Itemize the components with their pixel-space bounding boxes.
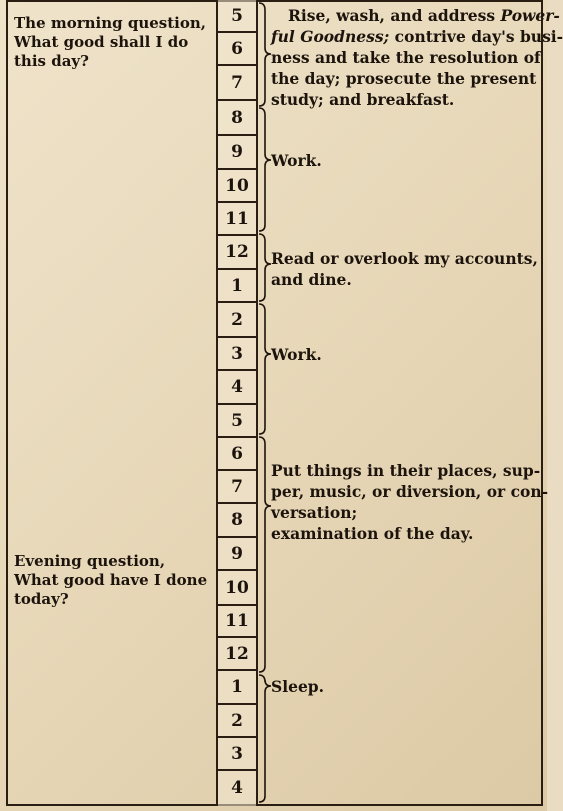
evening-question-line-1: Evening question, bbox=[14, 552, 166, 570]
hour-cell: 11 bbox=[218, 606, 256, 638]
activity-work-1-text: Work. bbox=[271, 151, 322, 170]
hour-cell: 6 bbox=[218, 438, 256, 471]
activity-sleep-text: Sleep. bbox=[271, 677, 325, 696]
activity-evening-line-2: per, music, or diversion, or con- bbox=[271, 482, 549, 501]
hour-cell: 2 bbox=[218, 303, 256, 338]
activity-morning-line-4: the day; prosecute the present bbox=[271, 69, 537, 88]
activity-work-2 bbox=[271, 344, 539, 365]
brace-work-2 bbox=[259, 304, 271, 434]
hour-cell: 7 bbox=[218, 66, 256, 101]
hour-cell: 4 bbox=[218, 371, 256, 405]
activity-morning-line-1-italic: Power- bbox=[500, 6, 560, 25]
hour-cell: 5 bbox=[218, 0, 256, 33]
activity-evening-line-4: examination of the day. bbox=[271, 524, 474, 543]
hour-cell: 9 bbox=[218, 538, 256, 571]
activity-evening-line-1: Put things in their places, sup- bbox=[271, 461, 541, 480]
evening-question-line-3: today? bbox=[14, 590, 69, 608]
hour-cell: 3 bbox=[218, 738, 256, 771]
evening-question-line-2: What good have I done bbox=[14, 571, 208, 589]
hour-cell: 8 bbox=[218, 504, 256, 538]
morning-question-line-2: What good shall I do bbox=[14, 33, 189, 51]
activity-morning-line-2-italic: ful Goodness; bbox=[271, 27, 390, 46]
activity-work-1 bbox=[271, 150, 539, 171]
activity-noon-line-1: Read or overlook my accounts, bbox=[271, 249, 538, 268]
hour-cell: 9 bbox=[218, 136, 256, 170]
activity-morning-line-1-text: Rise, wash, and address bbox=[288, 6, 501, 25]
hour-cell: 5 bbox=[218, 405, 256, 438]
hour-cell: 12 bbox=[218, 638, 256, 671]
hour-cell: 8 bbox=[218, 101, 256, 136]
brace-sleep bbox=[259, 675, 271, 802]
hour-cell: 11 bbox=[218, 203, 256, 236]
hour-cell: 10 bbox=[218, 571, 256, 606]
activity-morning-line-2 bbox=[271, 26, 563, 47]
hour-cell: 7 bbox=[218, 471, 256, 504]
hour-cell: 6 bbox=[218, 33, 256, 66]
brace-morning bbox=[259, 3, 271, 106]
brace-work-1 bbox=[259, 108, 271, 231]
hour-cell: 4 bbox=[231, 777, 243, 798]
activity-morning bbox=[271, 5, 563, 110]
hour-column bbox=[216, 0, 258, 806]
brace-evening bbox=[259, 437, 271, 672]
hour-cell: 10 bbox=[218, 170, 256, 203]
brace-noon bbox=[259, 234, 271, 301]
activity-evening-line-3: versation; bbox=[271, 503, 358, 522]
hour-cell: 1 bbox=[218, 270, 256, 303]
hour-cell: 3 bbox=[218, 338, 256, 371]
activity-sleep bbox=[271, 676, 539, 697]
morning-question-line-1: The morning question, bbox=[14, 14, 206, 32]
evening-question bbox=[14, 552, 214, 609]
activity-morning-line-5: study; and breakfast. bbox=[271, 90, 455, 109]
activity-evening bbox=[271, 460, 549, 544]
activity-work-2-text: Work. bbox=[271, 345, 322, 364]
activity-morning-line-3: ness and take the resolution of bbox=[271, 48, 541, 67]
hour-cell: 2 bbox=[218, 705, 256, 738]
activity-noon-line-2: and dine. bbox=[271, 270, 352, 289]
activity-morning-line-2-text: contrive day's busi- bbox=[389, 27, 563, 46]
morning-question-line-3: this day? bbox=[14, 52, 89, 70]
morning-question bbox=[14, 14, 214, 71]
hour-cell: 1 bbox=[218, 671, 256, 705]
activity-noon bbox=[271, 248, 539, 290]
hour-cell: 12 bbox=[218, 236, 256, 270]
activity-morning-line-1 bbox=[288, 5, 560, 26]
